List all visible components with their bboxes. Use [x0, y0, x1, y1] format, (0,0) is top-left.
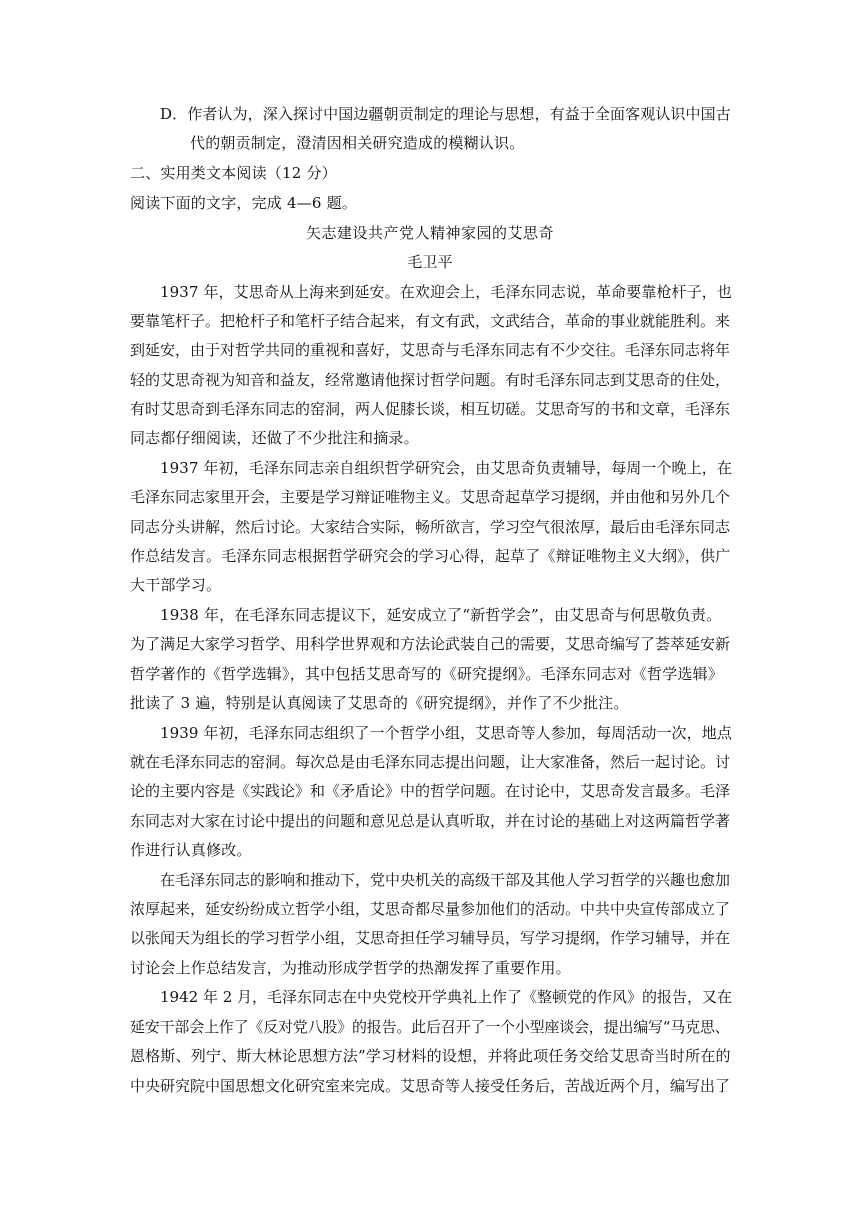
body-line: 1939 年初，毛泽东同志组织了一个哲学小组，艾思奇等人参加，每周活动一次，地点: [160, 724, 732, 742]
body-line: 为了满足大家学习哲学、用科学世界观和方法论武装自己的需要，艾思奇编写了荟萃延安新: [130, 635, 731, 653]
body-line: 到延安，由于对哲学共同的重视和喜好，艾思奇与毛泽东同志有不少交往。毛泽东同志将年: [130, 341, 731, 359]
body-line: 轻的艾思奇视为知音和益友，经常邀请他探讨哲学问题。有时毛泽东同志到艾思奇的住处，: [130, 371, 731, 389]
instruction-text: 阅读下面的文字，完成 4—6 题。: [130, 194, 358, 212]
body-line: 要靠笔杆子。把枪杆子和笔杆子结合起来，有文有武，文武结合，革命的事业就能胜利。来: [130, 312, 731, 330]
body-line: 浓厚起来，延安纷纷成立哲学小组，艾思奇都尽量参加他们的活动。中共中央宣传部成立了: [130, 900, 731, 918]
body-line: 哲学著作的《哲学选辑》，其中包括艾思奇写的《研究提纲》。毛泽东同志对《哲学选辑》: [130, 665, 724, 683]
body-line: 大干部学习。: [130, 576, 222, 594]
body-line: 东同志对大家在讨论中提出的问题和意见总是认真听取，并在讨论的基础上对这两篇哲学著: [130, 812, 731, 830]
body-line: 同志都仔细阅读，还做了不少批注和摘录。: [130, 429, 419, 447]
body-line: 毛泽东同志家里开会，主要是学习辩证唯物主义。艾思奇起草学习提纲，并由他和另外几个: [130, 488, 731, 506]
body-line: 有时艾思奇到毛泽东同志的窑洞，两人促膝长谈，相互切磋。艾思奇写的书和文章，毛泽东: [130, 400, 731, 418]
body-line: 作进行认真修改。: [130, 841, 252, 859]
body-line: 1937 年，艾思奇从上海来到延安。在欢迎会上，毛泽东同志说，革命要靠枪杆子，也: [160, 283, 732, 301]
body-line: 讨论会上作总结发言，为推动形成学哲学的热潮发挥了重要作用。: [130, 959, 571, 977]
body-line: 1942 年 2 月，毛泽东同志在中央党校开学典礼上作了《整顿党的作风》的报告，又在: [160, 988, 733, 1006]
body-line: 作总结发言。毛泽东同志根据哲学研究会的学习心得，起草了《辩证唯物主义大纲》，供广: [130, 547, 731, 565]
body-line: 1938 年，在毛泽东同志提议下，延安成立了“新哲学会”，由艾思奇与何思敬负责。: [160, 606, 722, 624]
body-line: 恩格斯、列宁、斯大林论思想方法”学习材料的设想，并将此项任务交给艾思奇当时所在的: [130, 1047, 731, 1065]
body-line: 中央研究院中国思想文化研究室来完成。艾思奇等人接受任务后，苦战近两个月，编写出了: [130, 1077, 731, 1095]
section-heading: 二、实用类文本阅读（12 分）: [130, 164, 337, 182]
option-d-line-1: D．作者认为，深入探讨中国边疆朝贡制定的理论与思想，有益于全面客观认识中国古: [160, 105, 731, 123]
article-author: 毛卫平: [407, 253, 453, 271]
article-title: 矢志建设共产党人精神家园的艾思奇: [305, 224, 554, 242]
body-line: 1937 年初，毛泽东同志亲自组织哲学研究会，由艾思奇负责辅导，每周一个晚上，在: [160, 459, 732, 477]
body-line: 批读了 3 遍，特别是认真阅读了艾思奇的《研究提纲》，并作了不少批注。: [130, 694, 629, 712]
body-line: 同志分头讲解，然后讨论。大家结合实际，畅所欲言，学习空气很浓厚，最后由毛泽东同志: [130, 518, 731, 536]
body-line: 论的主要内容是《实践论》和《矛盾论》中的哲学问题。在讨论中，艾思奇发言最多。毛泽: [130, 782, 731, 800]
option-d-line-2: 代的朝贡制定，澄清因相关研究造成的模糊认识。: [190, 134, 525, 152]
body-line: 以张闻天为组长的学习哲学小组，艾思奇担任学习辅导员，写学习提纲，作学习辅导，并在: [130, 929, 731, 947]
body-line: 就在毛泽东同志的窑洞。每次总是由毛泽东同志提出问题，让大家准备，然后一起讨论。讨: [130, 753, 731, 771]
body-line: 在毛泽东同志的影响和推动下，党中央机关的高级干部及其他人学习哲学的兴趣也愈加: [160, 871, 731, 889]
body-line: 延安干部会上作了《反对党八股》的报告。此后召开了一个小型座谈会，提出编写“马克思、: [130, 1018, 730, 1036]
